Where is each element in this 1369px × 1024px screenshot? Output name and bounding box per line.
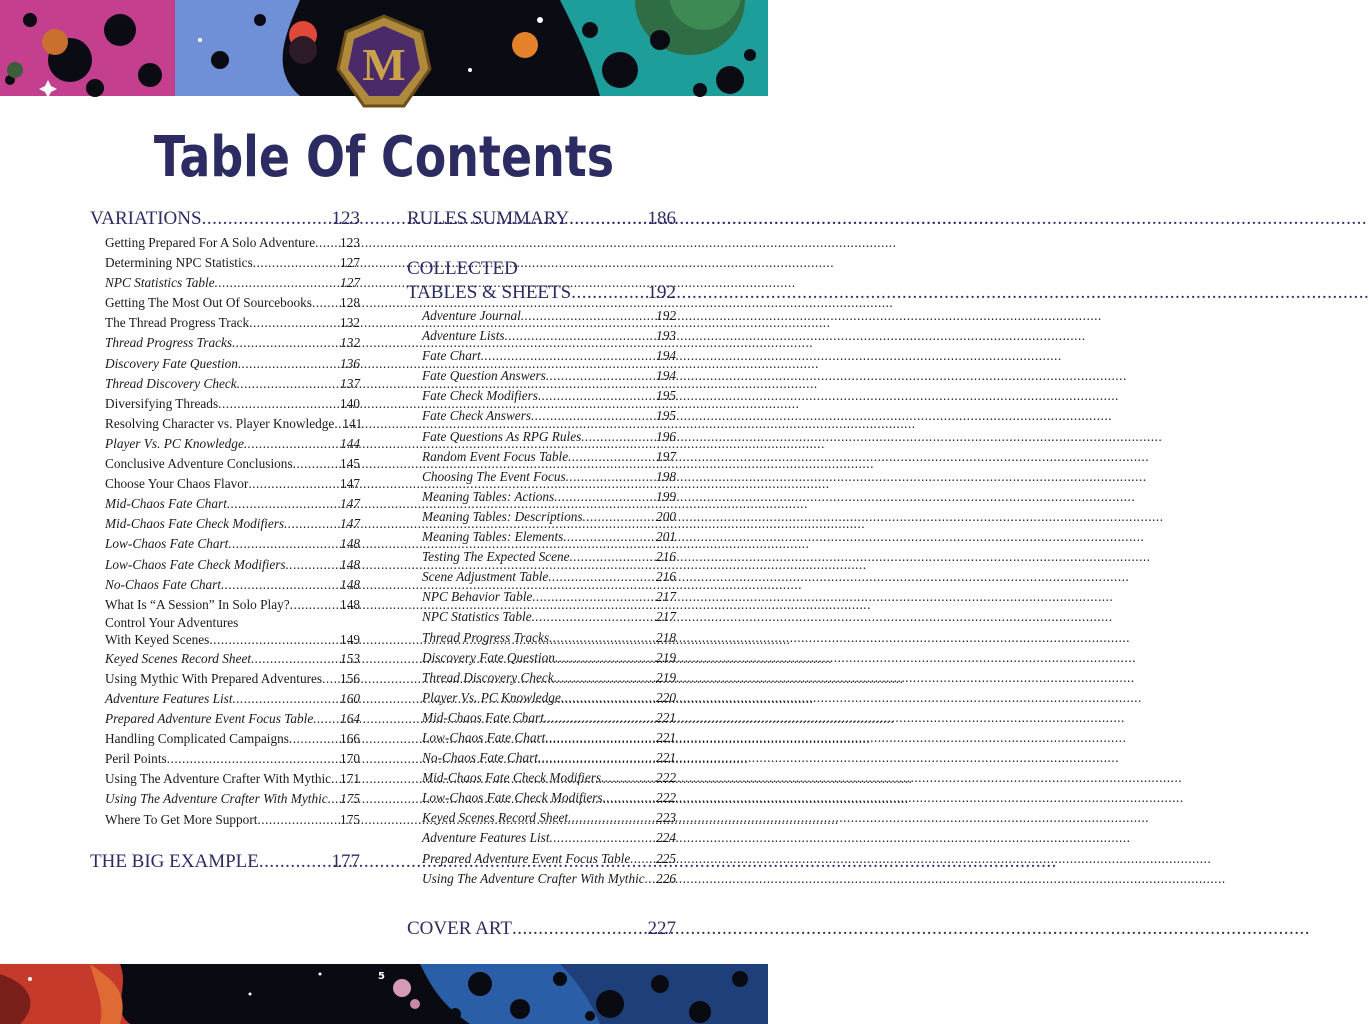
toc-entry[interactable]: Handling Complicated Campaigns ..... 166 [105, 729, 360, 749]
toc-section-label-line1: COLLECTED [407, 258, 518, 279]
toc-entry[interactable]: Fate Questions As RPG Rules ..... 196 [422, 427, 676, 447]
svg-text:M: M [362, 39, 406, 90]
toc-entry-keyed-scenes[interactable]: Control Your Adventures With Keyed Scenes ..... 149 [90, 615, 360, 649]
toc-section-big-example[interactable] [90, 850, 360, 874]
toc-section-label: COVER ART [407, 917, 512, 939]
toc-entry[interactable]: Using The Adventure Crafter With Mythic ..... 226 [422, 869, 676, 889]
toc-entry[interactable]: Thread Progress Tracks ..... 132 [105, 333, 360, 353]
toc-entry[interactable]: Low-Chaos Fate Chart ..... 148 [105, 534, 360, 554]
toc-section-cover-art[interactable] [407, 917, 676, 941]
toc-entry[interactable]: The Thread Progress Track ..... 132 [105, 313, 360, 333]
toc-entry[interactable]: Thread Discovery Check ..... 137 [105, 374, 360, 394]
toc-section-label: THE BIG EXAMPLE [90, 850, 259, 872]
toc-entry[interactable]: Peril Points ..... 170 [105, 749, 360, 769]
toc-entry[interactable]: Player Vs. PC Knowledge ..... 144 [105, 434, 360, 454]
toc-entry[interactable]: Discovery Fate Question ..... 136 [105, 354, 360, 374]
toc-entry[interactable]: Choose Your Chaos Flavor ..... 147 [105, 474, 360, 494]
toc-entry[interactable]: Adventure Features List ..... 160 [105, 689, 360, 709]
toc-entry[interactable]: Determining NPC Statistics ..... 127 [105, 253, 360, 273]
toc-section-collected-tables[interactable] [407, 257, 676, 305]
toc-entry[interactable]: Diversifying Threads ..... 140 [105, 394, 360, 414]
page-number: 5 [378, 971, 385, 982]
toc-entry[interactable]: Getting The Most Out Of Sourcebooks ..... 128 [105, 293, 360, 313]
toc-entry[interactable]: Keyed Scenes Record Sheet ..... 153 [105, 649, 360, 669]
toc-entry[interactable]: Discovery Fate Question ..... 219 [422, 648, 676, 668]
toc-entry[interactable]: Low-Chaos Fate Chart ..... 221 [422, 728, 676, 748]
toc-section-variations[interactable] [90, 207, 360, 231]
toc-entry[interactable]: Testing The Expected Scene ..... 216 [422, 547, 676, 567]
toc-entry[interactable]: Player Vs. PC Knowledge ..... 220 [422, 688, 676, 708]
toc-entry[interactable]: Low-Chaos Fate Check Modifiers ..... 222 [422, 788, 676, 808]
toc-entry[interactable]: Meaning Tables: Descriptions ..... 200 [422, 507, 676, 527]
toc-entry[interactable]: Resolving Character vs. Player Knowledge ..... 141 [105, 414, 360, 434]
toc-entry-line: Control Your Adventures [105, 614, 239, 630]
toc-section-label-line2: TABLES & SHEETS [407, 282, 572, 303]
toc-entry[interactable]: Fate Chart ..... 194 [422, 346, 676, 366]
toc-section-page: 186 [647, 208, 676, 229]
toc-section-page: 227 [647, 917, 676, 939]
toc-entry[interactable]: Using The Adventure Crafter With Mythic ..... 175 [105, 789, 360, 809]
toc-entry[interactable]: Keyed Scenes Record Sheet ..... 223 [422, 808, 676, 828]
toc-section-label: RULES SUMMARY [407, 208, 570, 229]
toc-section-label: VARIATIONS [90, 208, 202, 229]
toc-entry[interactable]: Choosing The Event Focus ..... 198 [422, 467, 676, 487]
toc-left-column [90, 207, 363, 874]
toc-section-page: 192 [647, 282, 676, 303]
toc-entry[interactable]: No-Chaos Fate Chart ..... 148 [105, 575, 360, 595]
toc-entry[interactable]: Fate Check Answers ..... 195 [422, 406, 676, 426]
toc-entry[interactable]: Prepared Adventure Event Focus Table ..... 225 [422, 849, 676, 869]
page-title: Table Of Contents [153, 125, 615, 190]
toc-entry[interactable]: Meaning Tables: Elements ..... 201 [422, 527, 676, 547]
toc-entry[interactable]: Thread Discovery Check ..... 219 [422, 668, 676, 688]
toc-entry[interactable]: Getting Prepared For A Solo Adventure ..... 123 [105, 233, 360, 253]
mythic-logo [334, 14, 434, 114]
toc-section-page: 123 [331, 208, 360, 229]
toc-entry[interactable]: Mid-Chaos Fate Chart ..... 221 [422, 708, 676, 728]
toc-entry[interactable]: Adventure Journal ..... 192 [422, 306, 676, 326]
mythic-logo-icon [334, 14, 434, 114]
toc-entry[interactable]: Scene Adjustment Table ..... 216 [422, 567, 676, 587]
toc-entry[interactable]: Mid-Chaos Fate Check Modifiers ..... 222 [422, 768, 676, 788]
toc-entry[interactable]: Mid-Chaos Fate Chart ..... 147 [105, 494, 360, 514]
toc-entry[interactable]: NPC Statistics Table ..... 127 [105, 273, 360, 293]
toc-entry[interactable]: Thread Progress Tracks ..... 218 [422, 628, 676, 648]
toc-entry[interactable]: No-Chaos Fate Chart ..... 221 [422, 748, 676, 768]
toc-entry[interactable]: Meaning Tables: Actions ..... 199 [422, 487, 676, 507]
toc-entry[interactable]: Prepared Adventure Event Focus Table ..... 164 [105, 709, 360, 729]
toc-entry[interactable]: Using Mythic With Prepared Adventures ..... 156 [105, 669, 360, 689]
toc-entry[interactable]: Adventure Lists ..... 193 [422, 326, 676, 346]
toc-entry[interactable]: NPC Statistics Table ..... 217 [422, 607, 676, 627]
toc-right-column [407, 207, 676, 941]
toc-entry[interactable]: NPC Behavior Table ..... 217 [422, 587, 676, 607]
toc-entry[interactable]: Mid-Chaos Fate Check Modifiers ..... 147 [105, 514, 360, 534]
toc-entry[interactable]: Where To Get More Support ..... 175 [105, 810, 360, 830]
toc-entry[interactable]: Using The Adventure Crafter With Mythic ..... 171 [105, 769, 360, 789]
toc-entry[interactable]: Fate Question Answers ..... 194 [422, 366, 676, 386]
toc-entry[interactable]: Low-Chaos Fate Check Modifiers ..... 148 [105, 555, 360, 575]
toc-section-rules-summary[interactable] [407, 207, 676, 231]
toc-entry[interactable]: Random Event Focus Table ..... 197 [422, 447, 676, 467]
toc-entry[interactable]: Adventure Features List ..... 224 [422, 828, 676, 848]
toc-section-page: 177 [331, 850, 360, 872]
toc-entry[interactable]: Conclusive Adventure Conclusions ..... 145 [105, 454, 360, 474]
toc-entry[interactable]: What Is “A Session” In Solo Play? ..... 148 [105, 595, 360, 615]
toc-entry[interactable]: Fate Check Modifiers ..... 195 [422, 386, 676, 406]
